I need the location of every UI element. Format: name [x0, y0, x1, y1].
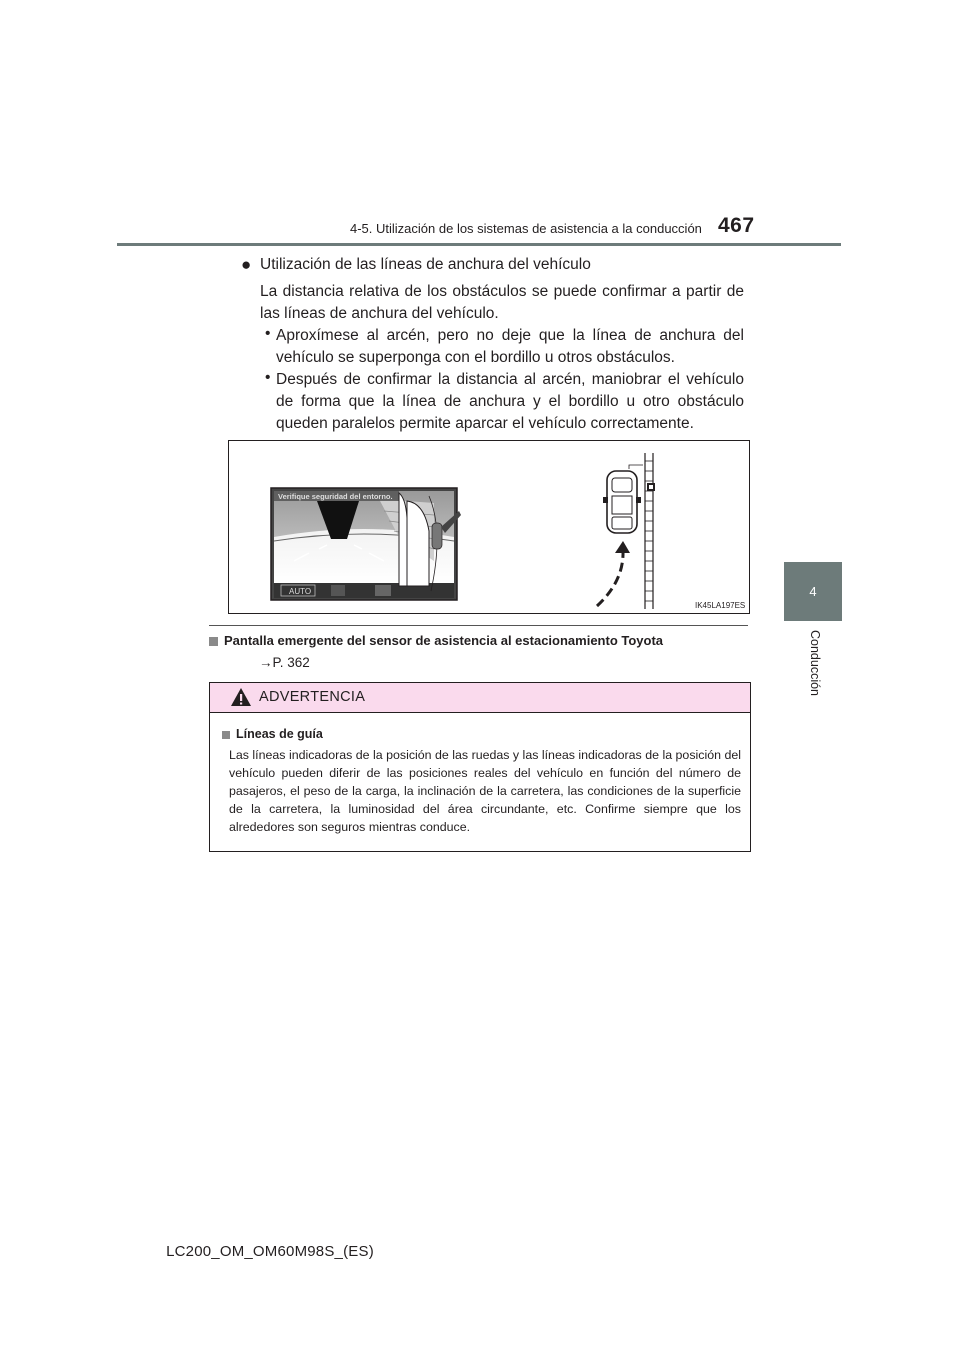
header-section-title: 4-5. Utilización de los sistemas de asistencia a la conducción	[350, 221, 702, 236]
page-reference-link[interactable]: →P. 362	[259, 655, 310, 670]
section-paragraph: La distancia relativa de los obstáculos se puede confirmar a partir de las líneas de anchura del vehículo.	[260, 283, 744, 322]
warning-triangle-icon	[230, 687, 252, 712]
subsection-square-marker	[209, 637, 218, 646]
list-item: Después de confirmar la distancia al arcén, maniobrar el vehículo de forma que la línea de anchura y el bordillo u otro obstáculo queden paralelos permite aparcar el vehículo correctamente.	[276, 371, 744, 432]
warning-square-marker	[222, 731, 230, 739]
page-number: 467	[718, 214, 755, 237]
model-code: LC200_OM_OM60M98S_(ES)	[166, 1243, 374, 1260]
warning-subheading: Líneas de guía	[236, 727, 323, 741]
illustration-figure	[228, 440, 750, 614]
screen-auto-label: AUTO	[289, 587, 312, 596]
chapter-label: Conducción	[808, 629, 822, 697]
camera-screen	[271, 488, 461, 600]
list-item: Aproxímese al arcén, pero no deje que la línea de anchura del vehículo se superponga con el bordillo u otros obstáculos.	[276, 327, 744, 366]
header-rule	[117, 243, 841, 246]
warning-title: ADVERTENCIA	[259, 689, 366, 705]
subsection-heading: Pantalla emergente del sensor de asistencia al estacionamiento Toyota	[224, 633, 664, 648]
warning-box	[209, 682, 751, 852]
warning-header	[210, 683, 750, 713]
section-bullet: ●	[241, 255, 252, 274]
parking-illustration	[229, 441, 749, 613]
list-marker: •	[265, 369, 271, 386]
chapter-tab	[784, 562, 842, 621]
section-heading: Utilización de las líneas de anchura del vehículo	[260, 256, 591, 273]
footer	[0, 1243, 960, 1260]
screen-banner-text: Verifique seguridad del entorno.	[278, 492, 393, 501]
list-marker: •	[265, 325, 271, 342]
chapter-label-wrap	[807, 628, 823, 698]
warning-text: Las líneas indicadoras de la posición de las ruedas y las líneas indicadoras de la posición del vehículo pueden diferir de las posiciones reales del vehículo en función del número de pasajeros, el peso de la carga, la inclinación de la carretera, las condiciones de la superficie de la carretera, la luminosidad del área circundante, etc. Confirme siempre que los alrededores son seguros mientras conduce.	[229, 748, 741, 834]
chapter-number: 4	[809, 584, 817, 599]
top-view-diagram	[597, 453, 745, 610]
figure-code: IK45LA197ES	[695, 601, 746, 610]
section-divider	[209, 625, 748, 626]
